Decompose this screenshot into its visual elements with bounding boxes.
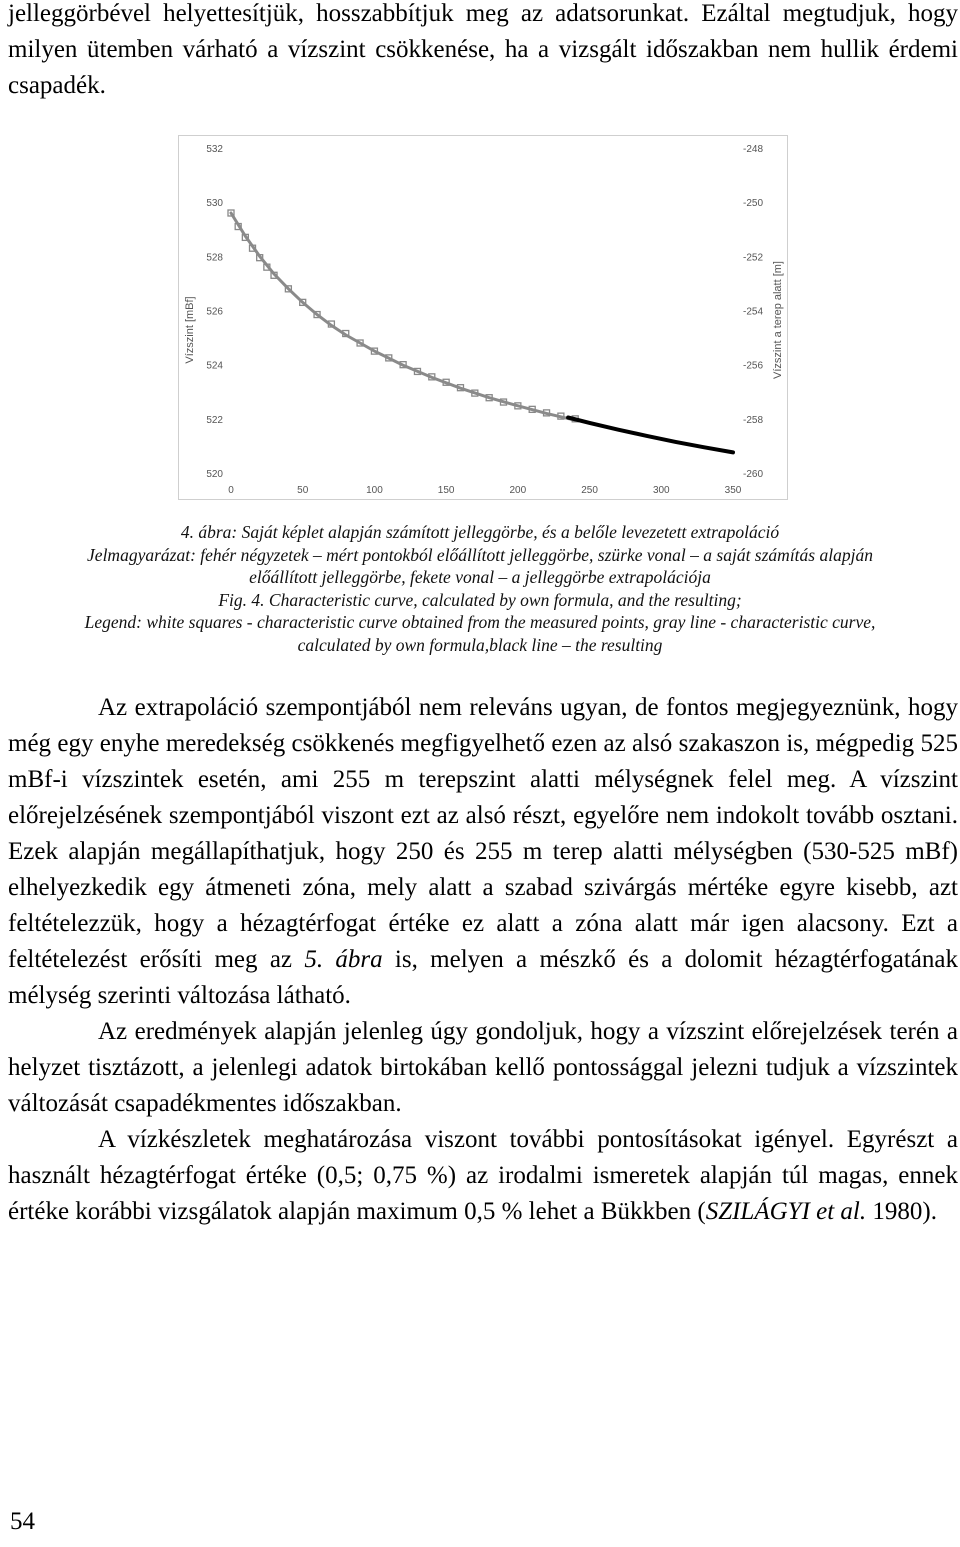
y-tick-label: 530: [206, 198, 223, 210]
figure-5-reference: 5. ábra: [304, 946, 383, 973]
figure-caption: [0, 521, 960, 657]
caption-hu-legend-1: Jelmagyarázat: fehér négyzetek – mért pontokból előállított jelleggörbe, szürke vonal – a saját számítás alapján: [87, 544, 873, 565]
y2-tick-label: -248: [743, 144, 764, 155]
caption-en-legend-2: calculated by own formula,black line – the resulting: [297, 634, 663, 655]
y-tick-label: 520: [206, 469, 223, 480]
y-axis-label: Vízszint [mBf]: [184, 296, 196, 364]
x-tick-label: 200: [509, 485, 527, 496]
caption-en-title: Fig. 4. Characteristic curve, calculated by own formula, and the resulting;: [218, 589, 742, 610]
x-tick-label: 350: [724, 485, 742, 496]
y2-tick-label: -256: [743, 360, 764, 372]
y-tick-label: 524: [206, 360, 223, 372]
x-tick-label: 250: [581, 485, 598, 496]
characteristic-curve-chart: [178, 135, 788, 500]
citation-author: SZILÁGYI et al.: [705, 1198, 867, 1225]
paragraph-1-text: Az extrapoláció szempontjából nem releváns ugyan, de fontos megjegyeznünk, hogy még egy enyhe meredekség csökkenés megfigyelhető ezen az alsó szakaszon is, mégpedig 525 mBf-i vízszintek esetén, ami 255 m terepszint alatti mélységnek felel meg. A vízszint előrejelzésének szempontjából viszont ezt az alsó részt, egyelőre nem indokolt tovább osztani. Ezek alapján megállapíthatjuk, hogy 250 és 255 m terep alatti mélységben (530-525 mBf) elhelyezkedik egy átmeneti zóna, mely alatt a szabad szivárgás mértéke egyre kisebb, azt feltételezzük, hogy a hézagtérfogat értéke ez alatt a zóna alatt már igen alacsony. Ezt a feltételezést erősíti meg az: [8, 694, 958, 973]
paragraph-1-end: is, melyen a mészkő és a dolomit hézagtérfogatának mélység szerinti változása látható.: [8, 946, 958, 1009]
y2-tick-label: -258: [743, 414, 764, 426]
y-tick-label: 532: [206, 144, 223, 155]
caption-en-legend-1: Legend: white squares - characteristic curve obtained from the measured points, gray line - characteristic curve,: [84, 612, 876, 633]
intro-paragraph: jelleggörbével helyettesítjük, hosszabbítjuk meg az adatsorunkat. Ezáltal megtudjuk, hogy milyen ütemben várható a vízszint csökkenése, ha a vizsgált időszakban nem hullik érdemi csapadék.: [8, 0, 958, 99]
paragraph-3: [8, 1122, 958, 1230]
x-tick-label: 0: [228, 485, 234, 496]
y-tick-label: 526: [206, 306, 223, 318]
y-tick-label: 528: [206, 252, 223, 264]
x-tick-label: 300: [652, 485, 670, 496]
paragraph-2: Az eredmények alapján jelenleg úgy gondoljuk, hogy a vízszint előrejelzések terén a helyzet tisztázott, a jelenlegi adatok birtokában kellő pontossággal jelezni tudjuk a vízszintek változását csapadékmentes időszakban.: [8, 1018, 958, 1117]
y2-tick-label: -254: [743, 306, 764, 318]
body-text: [8, 690, 958, 1230]
caption-hu-title: 4. ábra: Saját képlet alapján számított jelleggörbe, és a belőle levezetett extrapoláció: [180, 522, 780, 542]
paragraph-1: [8, 690, 958, 1014]
y2-tick-label: -260: [743, 469, 764, 480]
paragraph-3-text: A vízkészletek meghatározása viszont további pontosításokat igényel. Egyrészt a használt hézagtérfogat értéke (0,5; 0,75 %) az irodalmi ismeretek alapján túl magas, ennek értéke korábbi vizsgálatok alapján maximum 0,5 % lehet a Bükkben (: [8, 1126, 958, 1225]
paragraph-3-end: 1980).: [866, 1198, 937, 1225]
x-tick-label: 150: [437, 485, 455, 496]
y2-axis-label: Vízszint a terep alatt [m]: [772, 261, 784, 379]
caption-hu-legend-2: előállított jelleggörbe, fekete vonal – a jelleggörbe extrapolációja: [249, 567, 711, 588]
x-tick-label: 100: [366, 485, 383, 496]
page-number: 54: [10, 1508, 35, 1535]
y2-tick-label: -250: [743, 198, 764, 210]
y-tick-label: 522: [206, 414, 223, 426]
y2-tick-label: -252: [743, 252, 764, 264]
x-tick-label: 50: [297, 485, 309, 496]
